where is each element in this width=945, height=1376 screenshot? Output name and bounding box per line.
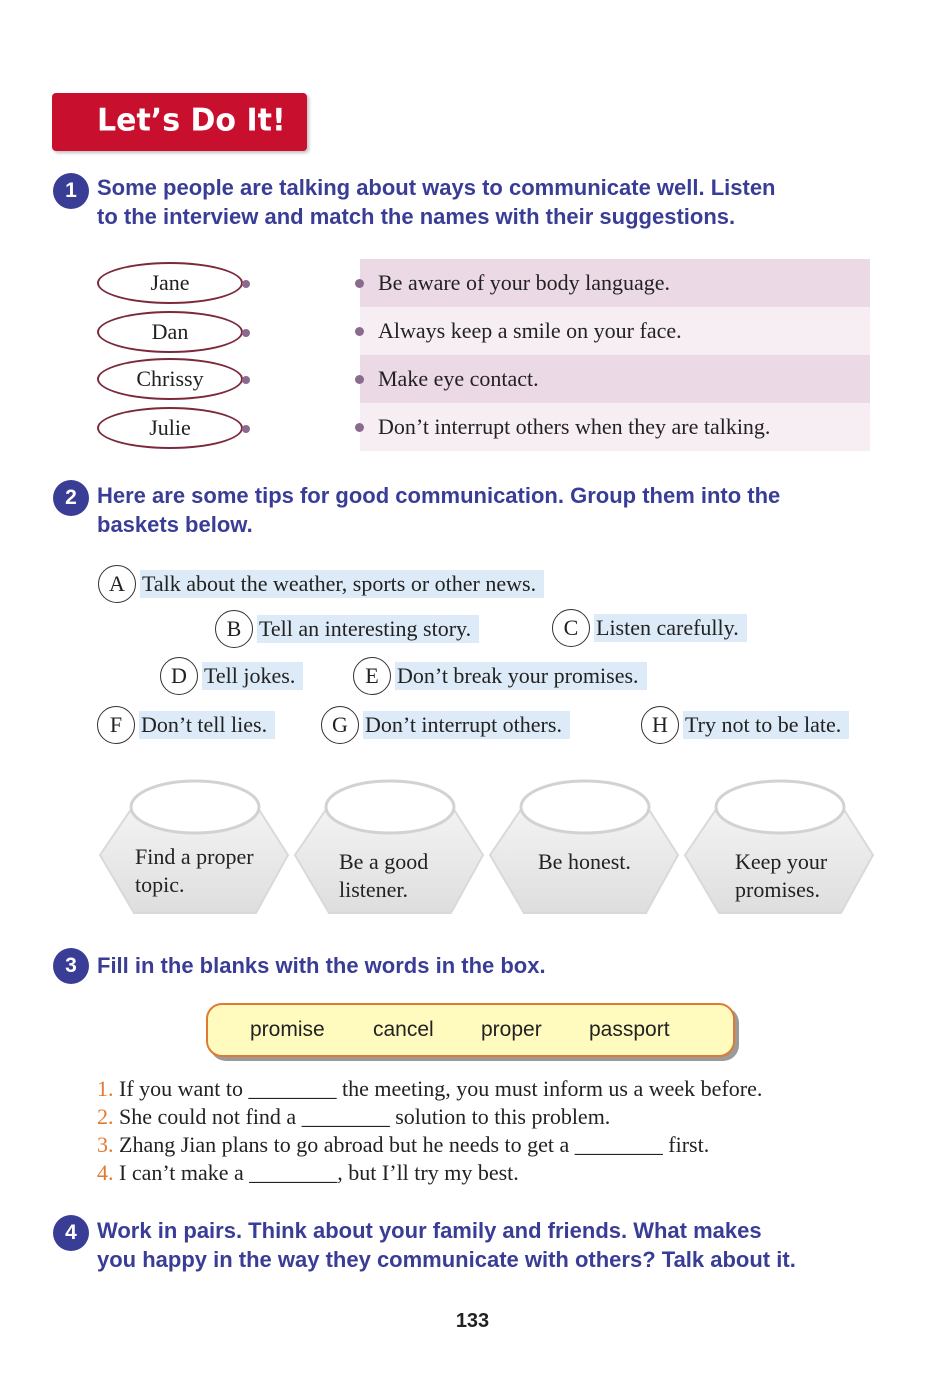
suggestion-row (360, 403, 870, 451)
exercise-4-number: 4 (53, 1215, 89, 1251)
name-oval-dan (97, 311, 243, 353)
tip-b (215, 610, 479, 648)
basket-3[interactable] (490, 781, 678, 913)
match-dot[interactable] (355, 375, 364, 384)
match-dot[interactable] (242, 425, 250, 433)
name-oval-julie (97, 407, 243, 449)
match-dot[interactable] (355, 327, 364, 336)
sentence-text: Zhang Jian plans to go abroad but he needs to get a ________ first. (119, 1132, 710, 1157)
sentence-text: I can’t make a ________, but I’ll try my best. (119, 1160, 519, 1185)
sentence-number: 2. (97, 1104, 114, 1129)
tip-c (552, 609, 747, 647)
basket-2-label (339, 848, 428, 904)
basket-label-line: Be honest. (538, 849, 631, 874)
tip-text: Tell jokes. (202, 662, 303, 690)
basket-label-line: listener. (339, 877, 409, 902)
name-oval-chrissy (97, 358, 243, 400)
tip-letter: C (552, 609, 590, 647)
tip-letter: F (97, 706, 135, 744)
sentence-text: If you want to ________ the meeting, you must inform us a week before. (119, 1076, 763, 1101)
name-oval-jane (97, 262, 243, 304)
tip-a (98, 565, 544, 603)
name-label: Chrissy (136, 366, 204, 391)
tip-text: Tell an interesting story. (257, 615, 479, 643)
tip-letter: H (641, 706, 679, 744)
sentence-number: 4. (97, 1160, 114, 1185)
tip-text: Don’t interrupt others. (363, 711, 570, 739)
sentence-number: 1. (97, 1076, 114, 1101)
exercise-4-instruction (97, 1216, 917, 1274)
match-dot[interactable] (355, 279, 364, 288)
suggestion-row (360, 259, 870, 307)
match-dot[interactable] (242, 329, 250, 337)
suggestion-text: Make eye contact. (378, 366, 539, 391)
tip-letter: A (98, 565, 136, 603)
basket-label-line: Keep your (735, 849, 828, 874)
tip-e (353, 657, 647, 695)
suggestion-text: Always keep a smile on your face. (378, 318, 682, 343)
tip-letter: B (215, 610, 253, 648)
suggestion-row (360, 355, 870, 403)
exercise-4-instruction-line-1: Work in pairs. Think about your family and friends. What makes (97, 1218, 762, 1243)
sentence-list (97, 1075, 897, 1187)
sentence-text: She could not find a ________ solution to this problem. (119, 1104, 611, 1129)
exercise-1-instruction-line-2: to the interview and match the names with their suggestions. (97, 204, 736, 229)
tip-text: Try not to be late. (683, 711, 849, 739)
suggestion-text: Don’t interrupt others when they are talking. (378, 414, 771, 439)
tip-f (97, 706, 275, 744)
exercise-2-instruction (97, 481, 897, 539)
tip-text: Listen carefully. (594, 614, 747, 642)
tip-letter: G (321, 706, 359, 744)
word-option: passport (589, 1018, 670, 1041)
word-option: promise (250, 1018, 325, 1041)
exercise-2-instruction-line-2: baskets below. (97, 512, 253, 537)
basket-1-label (135, 843, 254, 899)
basket-label-line: Find a proper (135, 844, 254, 869)
name-label: Jane (150, 270, 190, 295)
word-box (206, 1003, 735, 1057)
tip-text: Don’t tell lies. (139, 711, 275, 739)
exercise-1-instruction (97, 173, 897, 231)
word-option: cancel (373, 1018, 434, 1041)
sentence (97, 1159, 897, 1187)
match-dot[interactable] (242, 376, 250, 384)
sentence (97, 1103, 897, 1131)
match-dot[interactable] (355, 423, 364, 432)
exercise-1-instruction-line-1: Some people are talking about ways to communicate well. Listen (97, 175, 776, 200)
basket-label-line: Be a good (339, 849, 429, 874)
suggestion-text: Be aware of your body language. (378, 270, 671, 295)
suggestion-row (360, 307, 870, 355)
tip-d (160, 657, 303, 695)
match-dot[interactable] (242, 280, 250, 288)
basket-label-line: topic. (135, 872, 185, 897)
tip-h (641, 706, 849, 744)
tip-text: Don’t break your promises. (395, 662, 647, 690)
name-label: Dan (151, 319, 189, 344)
tip-letter: D (160, 657, 198, 695)
sentence-number: 3. (97, 1132, 114, 1157)
tip-g (321, 706, 570, 744)
name-label: Julie (149, 415, 191, 440)
sentence (97, 1075, 897, 1103)
word-option: proper (481, 1018, 542, 1041)
tip-letter: E (353, 657, 391, 695)
basket-4-label (735, 848, 827, 904)
exercise-2-instruction-line-1: Here are some tips for good communication. Group them into the (97, 483, 781, 508)
basket-label-line: promises. (735, 877, 820, 902)
exercise-1-number: 1 (53, 173, 89, 209)
sentence (97, 1131, 897, 1159)
tip-text: Talk about the weather, sports or other news. (140, 570, 544, 598)
exercise-4-instruction-line-2: you happy in the way they communicate with others? Talk about it. (97, 1247, 796, 1272)
section-title: Let’s Do It! (97, 102, 286, 139)
basket-3-label (538, 848, 631, 876)
page-number: 133 (455, 1310, 490, 1332)
exercise-2-number: 2 (53, 480, 89, 516)
exercise-3-instruction: Fill in the blanks with the words in the box. (97, 953, 546, 978)
exercise-3-number: 3 (53, 948, 89, 984)
